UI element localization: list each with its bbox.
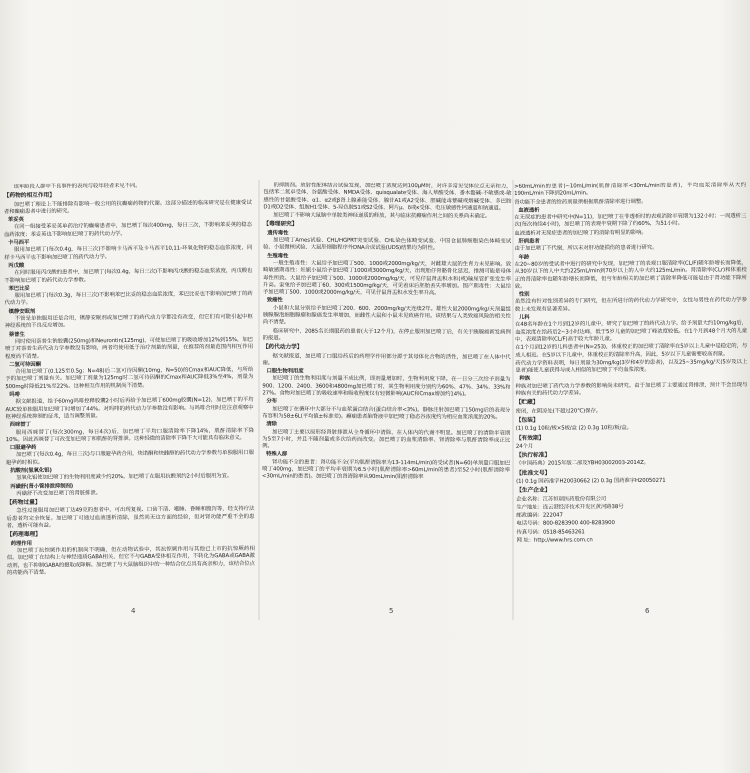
paragraph: 虽然没有针对性别差异的专门研究，但在所进行的药代动力学研究中，女性与男性在药代动力学参数上未发现有显著差异。 (514, 297, 747, 313)
paragraph: 药代动力学资料表明，每日剂量为30mg/kg(3岁和4岁的患者)，以及25~35mg/kg/天(5岁及以上患者)能使儿童获得与成人相似的加巴喷丁平均血浆浓度。 (515, 359, 748, 374)
paragraph: 传真号码：0518-85463261 (516, 529, 585, 536)
section-heading: 【 药理毒理 】 (7, 530, 255, 539)
paragraph: 加巴喷丁在循环中大部分不与血浆蛋白结合(蛋白结合率<3%)。静脉注射加巴喷丁150mg后的表观分布容积为58±6L(平均值±标准差)。癫痫患者脑脊液中加巴喷丁稳态谷浓度约为相应血浆浓度的20%。 (262, 406, 511, 421)
subsection-heading: 肝病患者 (518, 238, 540, 245)
section-heading: 【 毒理研究 】 (263, 222, 511, 231)
paragraph: 在同一组接受苯妥英单药治疗的癫痫患者中，加巴喷丁每次400mg，每日三次，不影响苯妥英的稳态血药浓度；苯妥英也不影响加巴喷丁的药代动力学。 (3, 222, 252, 238)
paragraph: 网 址：http://www.hrs.com.cn (516, 537, 593, 544)
subsection-heading: 清除 (266, 421, 277, 428)
paragraph: 种族对加巴喷丁药代动力学参数的影响尚未研究。由于加巴喷丁主要通过肾排泄，预计不会出现与种族有关的药代动力学差异。 (515, 381, 748, 397)
section-heading: 【 药代动力学 】 (263, 345, 511, 354)
subsection-heading: 药理作用 (10, 540, 32, 547)
paragraph: 在1个月到12岁的儿科患者中(N=253)，体重校正的加巴喷丁清除率在5岁以上儿童中是稳定的，与成人相近。在5岁以下儿童中，体重校正的清除率升高，因此，5岁以下儿童需要较高剂量。 (515, 343, 748, 359)
subsection-heading: 丙戊酸 (8, 262, 25, 270)
paragraph: 密闭，在阴凉处(不超过20℃)保存。 (515, 407, 602, 415)
paragraph: 合用加巴喷丁(0.125至0.5g；N=48)后二氢可待因酮(10mg，N=50)的Cmax和AUC降低，与所给予的加巴喷丁剂量有关。加巴喷丁剂量为125mg时二氢可待因酮的Cmax和AUC降低3%至4%，剂量为500mg时降低21%至22%。这种相互作用的机制尚不清楚。 (5, 367, 254, 390)
paragraph: >60mL/min的患者)~10mL/min(肌酐清除率<30mL/min的患者)，平均血浆清除率从大约190mL/min下降到20mL/min。 (514, 182, 747, 198)
paragraph: 不管是单独服用还是合用，镇静安眠剂或加巴喷丁的药代动力学都没有改变，但它们有可能引起中枢神经系统的不良反应增加。 (4, 313, 253, 330)
subsection-heading: 卡马西平 (8, 239, 30, 247)
page-number: 5 (389, 607, 394, 615)
paragraph: 服用加巴喷丁(每次0.3g，每日三次)不影响苯巴比妥的稳态血浆浓度，苯巴比妥也不影响加巴喷丁的药代动力学。 (4, 291, 253, 307)
section-heading: 【 包装 】 (516, 416, 748, 425)
subsection-heading: 年龄 (518, 254, 530, 261)
page-column-left (4, 182, 257, 744)
paragraph: 肾功能不全的患者：肾功能不全(平均肌酐清除率为13-114mL/min)的受试者(N=60)单剂量口服加巴喷丁400mg，加巴喷丁的平均半衰期为6.5小时(肌酐清除率>60mL/min的患者)至52小时(肌酐清除率<30mL/min的患者)。加巴喷丁的肾清除率从90mL/min(肌酐清除率 (261, 459, 511, 481)
subsection-heading: 吗啡 (9, 391, 21, 399)
paragraph: 企业名称：江苏恒瑞医药股份有限公司 (516, 495, 607, 503)
paragraph: 加巴喷丁的生物利用度与剂量不成比例，即剂量增加时，生物利用度下降。在一日分三次给予剂量为900、1200、2400、3600和4800mg加巴喷丁时，其生物利用度分别约为60%、47%、34%、33%和27%。食物对加巴喷丁的吸收速率和吸收程度仅有轻微影响(AUC和Cmax增加约14%)。 (262, 375, 511, 398)
section-heading: 【 药物过量 】 (6, 498, 254, 507)
paragraph: 由于加巴喷丁不代谢，所以未对肝功能损伤的患者进行研究。 (514, 245, 658, 253)
paragraph: 肾功能不全患者的给药剂量须根据肌酐清除率进行调整。 (514, 198, 647, 206)
paragraph: 急性过量服用加巴喷丁达49克的患者中，可出现复视、口齿不清、嗜睡、昏睡和腹泻等，经支持疗法后患者均完全恢复。加巴喷丁可通过血液透析清除，虽然尚无这方面的经验，但对肾功能严重不全的患者，透析可能有益。 (6, 506, 255, 530)
subsection-heading: 儿科 (518, 314, 530, 321)
subsection-heading: 苯妥英 (7, 217, 24, 224)
section-heading: 【 贮藏 】 (516, 399, 748, 408)
paragraph: 血液透析对无尿症患者的加巴喷丁的消除有明显的影响。 (514, 229, 647, 237)
page-column-middle (261, 182, 512, 743)
paragraph: 加巴喷丁不影响大鼠脑中单胺类神经递质的释放，其与临床抗癫痫作用之间的关系尚未确定。 (273, 212, 491, 220)
paragraph: 同时使用萘普生钠胶囊(250mg)和Neurontin(125mg)，可使加巴喷丁的吸收增加12%到15%，加巴喷丁对萘普生药代动力学参数没有影响，两者均使用低于治疗剂量的剂量，在推荐的剂量范围内相互作用程度尚不清楚。 (4, 336, 254, 360)
subsection-heading: 种族 (519, 376, 531, 383)
paragraph: 加巴喷丁Ames试验、CHL/HGPRT突变试验、CHL染色体畸变试验、中国仓鼠肺细胞染色体畸变试验、小鼠微核试验、大鼠肝细胞程序外DNA合成试验(UDS)结果均为阴性。 (263, 237, 512, 252)
paragraph: 在20~80岁的受试者中进行的研究中发现，加巴喷丁的表观口服清除率(CL/F)随年龄增长而降低，从30岁以下的人中大约225mL/min到70岁以上的人中大约125mL/min。肾清除率(CLr)和体重校正的肾清除率也随年龄增长而降低，但与年龄相关的加巴喷丁清除率降低可能是由于肾功能下降所致。 (514, 260, 747, 290)
section-heading: 【 药物的相互作用 】 (4, 191, 252, 200)
paragraph: 服用加巴喷丁(每次0.4g，每日三次)不影响卡马西平及卡马西平10,11-环氧化物的稳态血浆浓度，同样卡马西平也不影响加巴喷丁的药代动力学。 (4, 245, 253, 261)
paragraph: (1) 0.1g 国药准字H20030662 (2) 0.3g 国药准字H20050271 (516, 477, 666, 485)
paragraph: 邮政编码：222047 (516, 512, 563, 519)
paragraph: 丙磺舒不改变加巴喷丁的肾脏排泄。 (16, 490, 101, 497)
subsection-heading: 丙磺舒(肾小管排泄抑制剂) (10, 483, 74, 490)
paragraph: 该年龄段人群中不良事件的表现与较年轻者未见不同。 (13, 182, 141, 191)
paragraph: 加巴喷丁主要以原形经肾脏排泄从全身循环中清除，在人体内的代谢不明显。加巴喷丁的清除半衰期为5至7小时，并且不随剂量或多次给药而改变。加巴喷丁的血浆清除率、肾清除率与肌酐清除率成正比例。 (262, 428, 511, 450)
subsection-heading: 萘普生 (8, 331, 25, 338)
paragraph: 在无尿症的患者中研究中(N=11)，加巴喷丁在非透析时的表观消除半衰期为132小时；一周透析三次(每次持续4小时)，加巴喷丁的表观半衰期下降了约60%，为51小时。 (514, 213, 747, 229)
subsection-heading: 分布 (266, 398, 277, 405)
paragraph: 氢氧化铝使加巴喷丁的生物利用度减少约20%。加巴喷丁在服用抗酸剂约2小时后服用为宜。 (16, 473, 233, 482)
subsection-heading: 苯巴比妥 (8, 285, 30, 292)
paragraph: 临床研究中，2085名长期服药的患者(大于12个月)，在停止服用加巴喷丁后，有关于胰腺癌新发病例的报道。 (262, 328, 511, 342)
section-heading: 【 执行标准 】 (516, 451, 748, 460)
paragraph: 的抑制剂。放射性配体结合试验发现，加巴喷丁浓度达到100μM时，对许多常见受体位点无亲和力，包括苯二氮卓受体、谷氨酸受体、NMDA受体、quisqualate受体、海人草酸受体、番木鳖碱-不敏感或-敏感性的甘氨酸受体、α1、α2或β肾上腺素能受体、腺苷A1或A2受体、胆碱能毒蕈碱或烟碱受体、多巴胺D1或D2受体、组胺H1受体、5-羟色胺S1或S2受体、阿片μ、δ或κ受体、电压敏感性钙通道和钠通道。 (263, 182, 512, 212)
section-heading: 【 生产企业 】 (516, 486, 748, 495)
paragraph: 加巴喷丁(每次0.4g，每日三次)与口服避孕药合用，炔诺酮和炔雌醇的药代动力学参数与单独服用口服避孕药时相似。 (5, 450, 254, 466)
paragraph: 在48名年龄在1个月到12岁的儿童中，研究了加巴喷丁的药代动力学。给予剂量大约10mg/kg后，血浆浓度在给药后2~3小时达峰，低于5岁儿童的加巴喷丁峰浓度较低。在1个月到48个月大的儿童中，表观清除率(CL/F)高于较大年龄儿童。 (515, 320, 748, 343)
subsection-heading: 致癌性 (266, 297, 283, 304)
paragraph: 加巴喷丁抗惊厥作用的机制尚不明确，但在动物试验中，其抗惊厥作用与其他已上市的抗惊厥药相似。加巴喷丁在结构上与神经递质GABA相关，但它不与GABA受体相互作用，不转化为GABA或GABA激动剂，也不抑制GABA的摄取或降解。加巴喷丁与大鼠脑组织中的一种结合位点具有高亲和力，该结合位点的功能尚不清楚。 (6, 545, 255, 576)
subsection-heading: 性别 (518, 291, 530, 298)
paragraph: 据文献报道，给予60mg吗啡控释胶囊2小时后再给予加巴喷丁600mg胶囊(N=12)，加巴喷丁的平均AUC较单独服用加巴喷丁时增加了44%。对吗啡的药代动力学参数没有影响。与吗啡合用时应注意观察中枢神经系统抑制的征兆，适当调整剂量。 (5, 397, 254, 420)
page-number: 4 (131, 607, 136, 615)
subsection-heading: 西咪替丁 (9, 422, 31, 429)
section-heading: 【 有效期 】 (516, 434, 748, 443)
section-heading: 【 批准文号 】 (516, 469, 748, 478)
subsection-heading: 口服避孕药 (9, 444, 37, 452)
subsection-heading: 遗传毒性 (267, 230, 289, 237)
subsection-heading: 二氢可待因酮 (9, 361, 41, 368)
page-fold-divider (258, 180, 260, 620)
paragraph: 在同时服用丙戊酸的患者中，加巴喷丁(每次0.4g，每日三次)不影响丙戊酸的稳态血浆浓度，丙戊酸也不影响加巴喷丁的药代动力学参数。 (4, 268, 253, 284)
subsection-heading: 血液透析 (518, 207, 540, 214)
subsection-heading: 抗酸剂(氢氧化铝) (10, 467, 52, 475)
paragraph: 24个月 (515, 443, 534, 450)
page-column-right (514, 182, 750, 744)
subsection-heading: 生殖毒性 (267, 253, 289, 260)
paragraph: 加巴喷丁理论上不能排除有影响一般公用的抗癫痫药物的代谢。这部分描述的临床研究是在健康受试者和癫痫患者中进行的研究。 (3, 199, 252, 215)
subsection-heading: 口服生物利用度 (266, 368, 304, 375)
paragraph: 小鼠和大鼠分别给予加巴喷丁200、600、2000mg/kg/天连续2年。雄性大鼠2000mg/kg/天剂量组胰腺腺泡细胞腺瘤和腺癌发生率增加，而雌性大鼠和小鼠未见致癌作用。该结果与人类致癌风险的相关性尚不清楚。 (262, 305, 511, 326)
paragraph: 服用西咪替丁(每次300mg，每日4次)后，加巴喷丁平均口服清除率下降14%，肌酐清除率下降10%。因此西咪替丁可改变加巴喷丁和肌酐的肾排泄。这种轻微的清除率下降不大可能具有临床意义。 (5, 427, 254, 443)
paragraph: 据文献报道，加巴喷丁口服给药后的药理学作用部分源于其母体化合物的活性，加巴喷丁在人体中代谢。 (262, 352, 511, 367)
subsection-heading: 特殊人群 (266, 451, 288, 458)
paragraph: 一般生殖毒性：大鼠给予加巴喷丁500、1000或2000mg/kg/天，对雌雄大鼠的生育力未见影响。致畸敏感期毒性：妊娠小鼠给予加巴喷丁1000或3000mg/kg/天，出现胎仔骨骼骨化延迟，推测可能是母体毒性所致。大鼠给予加巴喷丁500、1000或2000mg/kg/天，可见仔鼠肾盂积水和(或)输尿管扩张发生率升高。家兔给予加巴喷丁60、300或1500mg/kg/天，可见着床后胚胎丢失率增加。围产期毒性：大鼠给予加巴喷丁500、1000或2000mg/kg/天，可见仔鼠肾盂积水发生率升高。 (262, 260, 512, 297)
paragraph: 《中国药典》2015年版二部及YBH03002003-2014Z。 (515, 460, 649, 468)
subsection-heading: 镇静安眠剂 (8, 308, 36, 315)
paragraph: 生产地址：连云港经济技术开发区黄河路38号 (516, 503, 624, 511)
paragraph: (1) 0.1g 10粒/板×5板/盒 (2) 0.3g 10粒/板/盒。 (515, 425, 632, 433)
page-number: 6 (645, 607, 650, 615)
paragraph: 电话号码：800-8283900 400-8283900 (516, 520, 615, 528)
